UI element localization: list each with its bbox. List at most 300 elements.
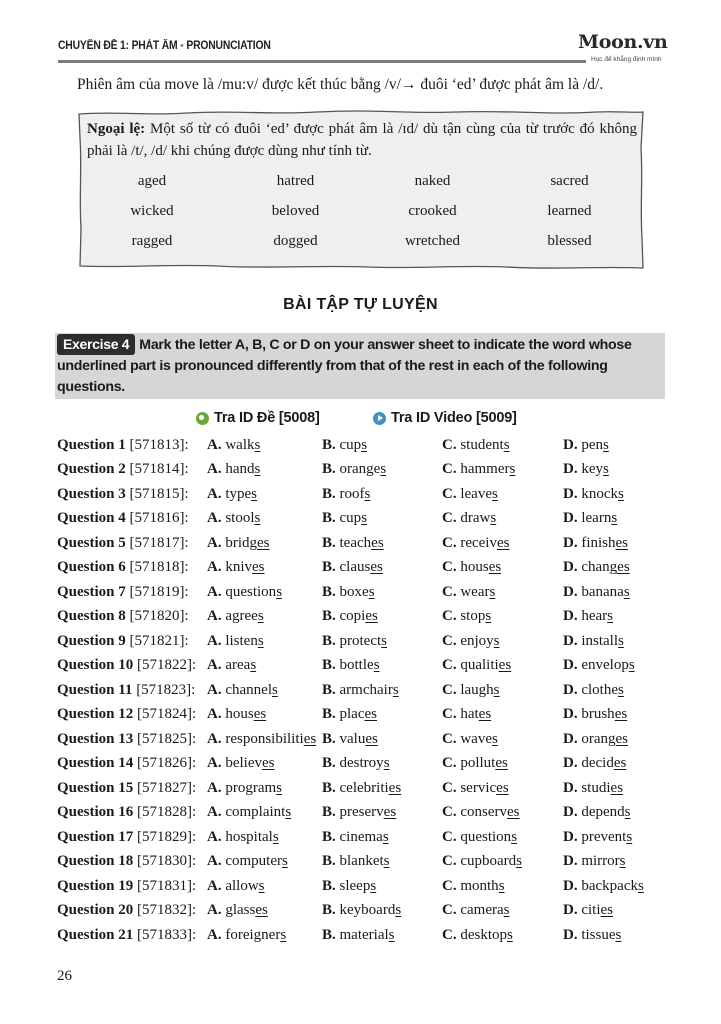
option-underlined-part: s — [509, 461, 516, 478]
option-underlined-part: s — [276, 779, 283, 796]
option-c[interactable] — [442, 633, 563, 650]
option-underlined-part: s — [626, 828, 633, 845]
option-a[interactable] — [207, 584, 322, 601]
question-id: [571830]: — [133, 853, 197, 870]
option-c[interactable] — [442, 510, 563, 527]
option-letter: A. — [207, 510, 222, 527]
option-c[interactable] — [442, 437, 563, 454]
option-underlined-part: s — [511, 828, 518, 845]
option-letter: C. — [442, 730, 457, 747]
clock-icon — [196, 412, 209, 425]
option-d[interactable] — [563, 584, 673, 601]
option-word-stem: pen — [581, 436, 604, 453]
question-id: [571819]: — [125, 583, 189, 600]
option-a[interactable] — [207, 902, 322, 919]
option-underlined-part: es — [388, 779, 402, 796]
question-id: [571822]: — [133, 657, 197, 674]
question-id: [571817]: — [125, 534, 189, 551]
question-label — [57, 780, 207, 797]
option-underlined-part: s — [618, 681, 624, 698]
option-letter: A. — [207, 534, 222, 551]
question-row — [57, 654, 673, 679]
option-letter: A. — [207, 657, 222, 674]
option-underlined-part: es — [252, 559, 265, 576]
option-a[interactable] — [207, 706, 322, 723]
option-underlined-part: s — [383, 755, 390, 772]
question-list — [57, 433, 673, 948]
option-letter: B. — [322, 706, 336, 723]
word-cell: sacred — [550, 172, 589, 189]
option-c[interactable] — [442, 486, 563, 503]
option-d[interactable] — [563, 755, 673, 772]
option-underlined-part: s — [493, 681, 500, 698]
option-b[interactable] — [322, 780, 442, 797]
option-word-stem: plac — [339, 706, 365, 723]
option-d[interactable] — [563, 535, 673, 552]
option-underlined-part: es — [614, 706, 628, 723]
option-a[interactable] — [207, 829, 322, 846]
option-c[interactable] — [442, 878, 563, 895]
option-a[interactable] — [207, 437, 322, 454]
question-id: [571815]: — [125, 485, 189, 502]
option-underlined-part: es — [253, 706, 267, 723]
option-b[interactable] — [322, 486, 442, 503]
question-number: Question 2 — [57, 461, 126, 478]
option-c[interactable] — [442, 584, 563, 601]
option-word-stem: enjoy — [460, 632, 494, 649]
question-row — [57, 850, 673, 875]
option-b[interactable] — [322, 633, 442, 650]
option-d[interactable] — [563, 510, 673, 527]
option-letter: C. — [442, 926, 457, 943]
option-a[interactable] — [207, 780, 322, 797]
lookup-exam-link[interactable] — [196, 410, 320, 426]
option-letter: C. — [442, 779, 457, 796]
option-word-stem: question — [225, 583, 277, 600]
option-d[interactable] — [563, 608, 673, 625]
lookup-video-link[interactable] — [373, 410, 517, 426]
option-b[interactable] — [322, 927, 442, 944]
option-underlined-part: s — [380, 461, 387, 478]
option-underlined-part: s — [492, 730, 498, 747]
option-word-stem: program — [225, 779, 277, 796]
option-word-stem: laugh — [460, 681, 494, 698]
option-word-stem: knock — [581, 485, 619, 502]
option-d[interactable] — [563, 559, 673, 576]
exercise-text: Mark the letter A, B, C or D on your answer sheet to indicate the word whose underlined part is pronounced differently from that of the rest in each of the following questions. — [57, 337, 632, 395]
option-word-stem: roof — [339, 485, 365, 502]
option-c[interactable] — [442, 657, 563, 674]
option-letter: B. — [322, 657, 336, 674]
word-cell: wretched — [405, 232, 460, 249]
option-letter: B. — [322, 877, 336, 894]
question-id: [571833]: — [133, 926, 197, 943]
question-number: Question 18 — [57, 853, 134, 870]
option-b[interactable] — [322, 584, 442, 601]
option-underlined-part: es — [365, 608, 378, 625]
option-letter: B. — [322, 485, 336, 502]
option-word-stem: banana — [581, 583, 624, 600]
option-underlined-part: es — [495, 755, 508, 772]
option-letter: A. — [207, 583, 222, 600]
option-word-stem: depend — [581, 804, 625, 821]
option-c[interactable] — [442, 927, 563, 944]
option-underlined-part: es — [488, 559, 502, 576]
option-b[interactable] — [322, 804, 442, 821]
option-word-stem: material — [339, 926, 389, 943]
option-a[interactable] — [207, 486, 322, 503]
option-d[interactable] — [563, 804, 673, 821]
option-underlined-part: s — [364, 485, 371, 502]
option-a[interactable] — [207, 608, 322, 625]
option-a[interactable] — [207, 682, 322, 699]
option-letter: B. — [322, 804, 336, 821]
option-letter: C. — [442, 657, 457, 674]
question-label — [57, 829, 207, 846]
option-c[interactable] — [442, 902, 563, 919]
option-underlined-part: s — [254, 510, 261, 527]
option-b[interactable] — [322, 461, 442, 478]
option-d[interactable] — [563, 486, 673, 503]
option-underlined-part: s — [498, 877, 505, 894]
exception-description — [87, 118, 637, 162]
option-a[interactable] — [207, 535, 322, 552]
option-letter: B. — [322, 436, 336, 453]
option-letter: A. — [207, 485, 222, 502]
option-word-stem: preserv — [339, 804, 384, 821]
option-letter: D. — [563, 730, 578, 747]
option-letter: D. — [563, 779, 578, 796]
question-label — [57, 731, 207, 748]
option-letter: C. — [442, 485, 457, 502]
option-a[interactable] — [207, 559, 322, 576]
option-d[interactable] — [563, 461, 673, 478]
option-word-stem: pollut — [460, 755, 496, 772]
option-word-stem: protect — [339, 632, 382, 649]
option-underlined-part: es — [371, 534, 384, 551]
option-letter: C. — [442, 534, 457, 551]
word-cell: naked — [414, 172, 451, 189]
option-b[interactable] — [322, 731, 442, 748]
question-label — [57, 706, 207, 723]
option-b[interactable] — [322, 608, 442, 625]
option-d[interactable] — [563, 829, 673, 846]
option-word-stem: hand — [225, 461, 255, 478]
option-a[interactable] — [207, 853, 322, 870]
option-word-stem: bottle — [339, 657, 374, 674]
question-row — [57, 703, 673, 728]
option-a[interactable] — [207, 461, 322, 478]
option-d[interactable] — [563, 927, 673, 944]
option-c[interactable] — [442, 731, 563, 748]
option-word-stem: cup — [339, 436, 362, 453]
question-row — [57, 899, 673, 924]
option-underlined-part: s — [607, 608, 613, 625]
option-d[interactable] — [563, 731, 673, 748]
question-label — [57, 559, 207, 576]
option-d[interactable] — [563, 633, 673, 650]
word-row — [77, 166, 645, 196]
question-number: Question 11 — [57, 681, 133, 698]
option-word-stem: stool — [225, 510, 255, 527]
option-underlined-part: s — [516, 853, 522, 870]
question-number: Question 3 — [57, 485, 126, 502]
question-id: [571813]: — [125, 436, 189, 453]
option-word-stem: kniv — [225, 559, 253, 576]
question-label — [57, 902, 207, 919]
play-icon — [373, 412, 386, 425]
option-letter: C. — [442, 436, 457, 453]
option-underlined-part: s — [280, 926, 287, 943]
option-word-stem: hear — [581, 608, 608, 625]
option-underlined-part: s — [618, 632, 624, 649]
option-b[interactable] — [322, 510, 442, 527]
option-word-stem: question — [460, 828, 512, 845]
option-letter: B. — [322, 559, 336, 576]
option-c[interactable] — [442, 461, 563, 478]
question-label — [57, 437, 207, 454]
option-word-stem: glass — [225, 902, 256, 919]
question-number: Question 8 — [57, 608, 126, 625]
option-letter: D. — [563, 755, 578, 772]
option-letter: D. — [563, 926, 578, 943]
option-a[interactable] — [207, 927, 322, 944]
word-cell: ragged — [131, 232, 173, 249]
option-word-stem: finish — [581, 534, 616, 551]
option-letter: A. — [207, 779, 222, 796]
option-c[interactable] — [442, 829, 563, 846]
option-underlined-part: s — [485, 608, 492, 625]
option-c[interactable] — [442, 804, 563, 821]
option-letter: B. — [322, 534, 336, 551]
option-word-stem: agree — [225, 608, 258, 625]
option-letter: D. — [563, 461, 578, 478]
option-word-stem: draw — [460, 510, 491, 527]
option-letter: A. — [207, 804, 222, 821]
option-d[interactable] — [563, 902, 673, 919]
option-word-stem: desktop — [460, 926, 508, 943]
option-letter: C. — [442, 877, 457, 894]
option-word-stem: orange — [339, 461, 381, 478]
option-letter: C. — [442, 828, 457, 845]
option-a[interactable] — [207, 755, 322, 772]
question-id: [571827]: — [133, 779, 197, 796]
option-underlined-part: s — [257, 632, 264, 649]
question-row — [57, 629, 673, 654]
option-letter: D. — [563, 632, 578, 649]
option-letter: A. — [207, 828, 222, 845]
option-underlined-part: s — [282, 853, 288, 870]
option-letter: D. — [563, 657, 578, 674]
option-word-stem: oran — [581, 730, 608, 747]
question-number: Question 10 — [57, 657, 134, 674]
option-word-stem: boxe — [339, 583, 369, 600]
option-underlined-part: es — [370, 559, 383, 576]
option-d[interactable] — [563, 878, 673, 895]
option-c[interactable] — [442, 608, 563, 625]
option-underlined-part: ges — [609, 559, 630, 576]
option-letter: A. — [207, 853, 222, 870]
question-id: [571832]: — [133, 902, 197, 919]
option-c[interactable] — [442, 853, 563, 870]
option-letter: A. — [207, 632, 222, 649]
option-underlined-part: s — [507, 926, 513, 943]
option-a[interactable] — [207, 657, 322, 674]
question-id: [571823]: — [132, 681, 196, 698]
option-d[interactable] — [563, 682, 673, 699]
question-row — [57, 752, 673, 777]
option-letter: C. — [442, 583, 457, 600]
option-letter: D. — [563, 534, 578, 551]
option-d[interactable] — [563, 780, 673, 797]
intro-text: Phiên âm của move là /mu:v/ được kết thúc bằng /v/→ đuôi ‘ed’ được phát âm là /d/. — [77, 76, 604, 93]
option-letter: C. — [442, 681, 457, 698]
option-word-stem: backpack — [581, 877, 638, 894]
option-letter: D. — [563, 559, 578, 576]
option-underlined-part: s — [258, 877, 265, 894]
question-label — [57, 486, 207, 503]
word-cell: crooked — [408, 202, 457, 219]
option-underlined-part: s — [382, 828, 389, 845]
option-c[interactable] — [442, 682, 563, 699]
option-letter: D. — [563, 804, 578, 821]
option-underlined-part: s — [503, 902, 510, 919]
option-word-stem: stop — [460, 608, 486, 625]
option-c[interactable] — [442, 780, 563, 797]
option-letter: A. — [207, 926, 222, 943]
option-underlined-part: ges — [608, 730, 628, 747]
option-letter: B. — [322, 510, 336, 527]
option-a[interactable] — [207, 804, 322, 821]
option-letter: C. — [442, 608, 457, 625]
option-word-stem: chan — [581, 559, 610, 576]
option-word-stem: hous — [225, 706, 254, 723]
option-letter: B. — [322, 608, 336, 625]
option-underlined-part: es — [262, 755, 275, 772]
option-word-stem: mirror — [581, 853, 620, 870]
option-b[interactable] — [322, 829, 442, 846]
option-b[interactable] — [322, 706, 442, 723]
option-b[interactable] — [322, 437, 442, 454]
option-underlined-part: s — [628, 657, 635, 674]
option-word-stem: type — [225, 485, 252, 502]
option-letter: D. — [563, 608, 578, 625]
option-word-stem: celebriti — [339, 779, 389, 796]
option-letter: A. — [207, 755, 222, 772]
question-id: [571826]: — [133, 755, 197, 772]
option-c[interactable] — [442, 706, 563, 723]
option-word-stem: citi — [581, 902, 601, 919]
option-word-stem: studi — [581, 779, 611, 796]
option-word-stem: tissue — [581, 926, 616, 943]
option-b[interactable] — [322, 902, 442, 919]
question-label — [57, 633, 207, 650]
option-word-stem: qualiti — [460, 657, 499, 674]
option-letter: D. — [563, 902, 578, 919]
question-row — [57, 923, 673, 948]
question-label — [57, 510, 207, 527]
option-word-stem: wear — [460, 583, 490, 600]
option-underlined-part: es — [600, 902, 614, 919]
option-word-stem: cupboard — [460, 853, 517, 870]
option-b[interactable] — [322, 853, 442, 870]
option-underlined-part: es — [615, 534, 629, 551]
option-d[interactable] — [563, 657, 673, 674]
option-c[interactable] — [442, 755, 563, 772]
option-b[interactable] — [322, 682, 442, 699]
question-id: [571818]: — [125, 559, 189, 576]
option-letter: D. — [563, 853, 578, 870]
moon-logo: Moon.vn — [578, 31, 668, 53]
option-a[interactable] — [207, 731, 322, 748]
option-word-stem: decid — [581, 755, 614, 772]
option-underlined-part: s — [623, 583, 630, 600]
page-number: 26 — [57, 968, 72, 984]
question-number: Question 6 — [57, 559, 126, 576]
option-word-stem: prevent — [581, 828, 627, 845]
option-d[interactable] — [563, 706, 673, 723]
option-word-stem: blanket — [339, 853, 384, 870]
option-underlined-part: s — [361, 436, 368, 453]
option-underlined-part: s — [490, 510, 497, 527]
option-b[interactable] — [322, 559, 442, 576]
question-number: Question 13 — [57, 730, 134, 747]
option-a[interactable] — [207, 878, 322, 895]
option-underlined-part: s — [395, 902, 402, 919]
option-underlined-part: s — [619, 853, 626, 870]
question-row — [57, 727, 673, 752]
question-label — [57, 535, 207, 552]
option-underlined-part: s — [503, 436, 510, 453]
option-b[interactable] — [322, 755, 442, 772]
option-a[interactable] — [207, 510, 322, 527]
option-b[interactable] — [322, 535, 442, 552]
option-letter: C. — [442, 510, 457, 527]
option-letter: B. — [322, 632, 336, 649]
question-number: Question 5 — [57, 534, 126, 551]
option-a[interactable] — [207, 633, 322, 650]
option-letter: C. — [442, 804, 457, 821]
option-word-stem: hous — [460, 559, 489, 576]
option-c[interactable] — [442, 535, 563, 552]
option-letter: B. — [322, 853, 336, 870]
option-word-stem: envelop — [581, 657, 629, 674]
option-underlined-part: s — [373, 657, 380, 674]
option-word-stem: clothe — [581, 681, 618, 698]
option-underlined-part: s — [285, 804, 292, 821]
option-d[interactable] — [563, 437, 673, 454]
option-c[interactable] — [442, 559, 563, 576]
exception-text: Một số từ có đuôi ‘ed’ được phát âm là /ɪd/ dù tận cùng của từ trước đó không phải là /t/, /d/ khi chúng được dùng như tính từ. — [87, 121, 637, 159]
option-b[interactable] — [322, 878, 442, 895]
option-letter: A. — [207, 608, 222, 625]
question-number: Question 19 — [57, 877, 134, 894]
option-underlined-part: s — [388, 926, 395, 943]
option-letter: B. — [322, 828, 336, 845]
option-letter: A. — [207, 559, 222, 576]
option-word-stem: install — [581, 632, 619, 649]
option-letter: D. — [563, 436, 578, 453]
question-label — [57, 608, 207, 625]
option-underlined-part: es — [610, 779, 624, 796]
option-word-stem: walk — [225, 436, 255, 453]
option-letter: B. — [322, 755, 336, 772]
option-d[interactable] — [563, 853, 673, 870]
option-b[interactable] — [322, 657, 442, 674]
option-word-stem: destroy — [339, 755, 384, 772]
question-number: Question 12 — [57, 706, 134, 723]
question-row — [57, 507, 673, 532]
